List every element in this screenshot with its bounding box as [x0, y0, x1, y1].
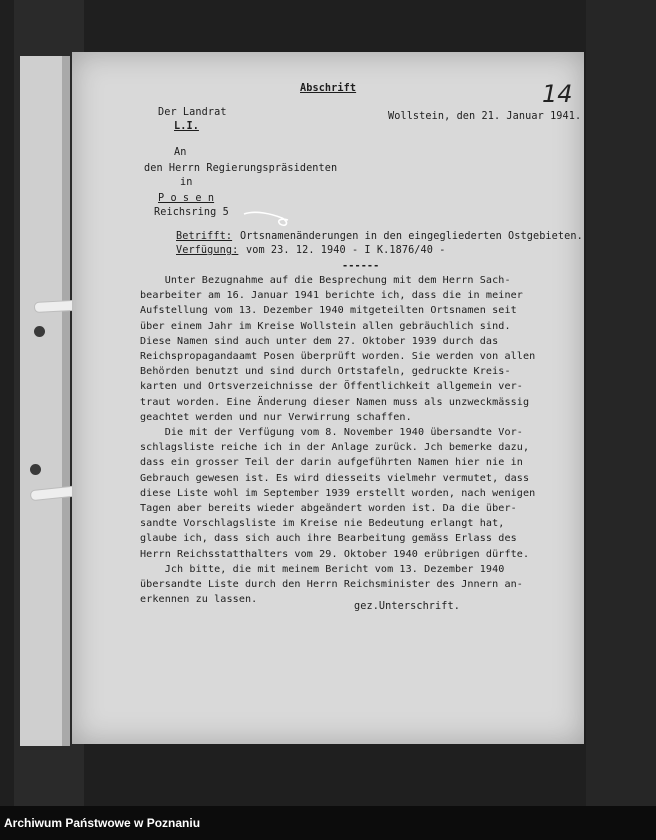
body-line: erkennen zu lassen.	[140, 594, 258, 606]
body-line: Reichspropagandaamt Posen überprüft worden. Sie werden von allen	[140, 351, 536, 362]
pen-mark	[242, 208, 294, 228]
body-line: Aufstellung vom 13. Dezember 1940 mitgeteilten Ortsnamen seit	[140, 305, 517, 317]
place-date: Wollstein, den 21. Januar 1941.	[388, 111, 582, 122]
scan-margin	[586, 0, 656, 806]
recipient-street: Reichsring 5	[154, 207, 229, 218]
body-line: über einem Jahr im Kreise Wollstein allen gebräuchlich sind.	[140, 320, 511, 332]
document-page	[72, 52, 584, 744]
recipient-in: in	[180, 177, 193, 188]
punch-hole	[34, 326, 45, 337]
body-line: übersandte Liste durch den Herrn Reichsminister des Jnnern an-	[140, 579, 523, 590]
divider: ------	[342, 261, 380, 272]
body-line: Behörden benutzt und sind durch Ortstafeln, gedruckte Kreis-	[140, 366, 511, 378]
body-line: Gebrauch gewesen ist. Es wird diesseits vielmehr vermutet, dass	[140, 472, 530, 484]
sender-reference: L.I.	[174, 121, 199, 132]
recipient-city: P o s e n	[158, 193, 215, 204]
recipient: den Herrn Regierungspräsidenten	[144, 163, 338, 174]
body-line: Unter Bezugnahme auf die Besprechung mit dem Herrn Sach-	[140, 275, 511, 286]
document-heading: Abschrift	[300, 83, 357, 94]
body-line: Tagen aber bereits wieder abgeändert worden ist. Da die über-	[140, 503, 517, 514]
verfuegung-text: vom 23. 12. 1940 - I K.1876/40 -	[246, 245, 446, 256]
body-line: bearbeiter am 16. Januar 1941 berichte ich, dass die in meiner	[140, 290, 523, 302]
body-line: dass ein grosser Teil der darin aufgeführten Namen hier nie in	[140, 457, 523, 469]
body-line: Herrn Reichsstatthalters vom 29. Oktober 1940 erübrigen dürfte.	[140, 548, 530, 560]
body-line: diese Liste wohl im September 1939 erstellt worden, nach wenigen	[140, 487, 536, 499]
betrifft-text: Ortsnamenänderungen in den eingegliederten Ostgebieten.	[240, 231, 583, 242]
page-number: 14	[542, 80, 573, 108]
punch-hole	[30, 464, 41, 475]
address-an: An	[174, 147, 187, 158]
verfuegung-label: Verfügung:	[176, 245, 239, 256]
body-line: traut worden. Eine Änderung dieser Namen muss als unzweckmässig	[140, 396, 530, 408]
body-line: Die mit der Verfügung vom 8. November 1940 übersandte Vor-	[140, 427, 523, 438]
body-line: karten und Ortsverzeichnisse der Öffentlichkeit allgemein ver-	[140, 381, 523, 393]
signature: gez.Unterschrift.	[354, 601, 460, 612]
sender: Der Landrat	[158, 107, 227, 118]
body-line: geachtet werden und nur Verwirrung schaffen.	[140, 411, 412, 423]
binder-edge	[20, 56, 68, 746]
body-line: Jch bitte, die mit meinem Bericht vom 13. Dezember 1940	[140, 563, 505, 575]
body-line: schlagsliste reiche ich in der Anlage zurück. Jch bemerke dazu,	[140, 442, 530, 454]
betrifft-label: Betrifft:	[176, 231, 233, 242]
body-line: sandte Vorschlagsliste im Kreise nie Bedeutung erlangt hat,	[140, 518, 505, 530]
body-line: Diese Namen sind auch unter dem 27. Oktober 1939 durch das	[140, 335, 499, 347]
binder-spine	[62, 56, 70, 746]
body-line: glaube ich, dass sich auch ihre Bearbeitung gemäss Erlass des	[140, 533, 517, 545]
archive-credit: Archiwum Państwowe w Poznaniu	[4, 816, 201, 830]
